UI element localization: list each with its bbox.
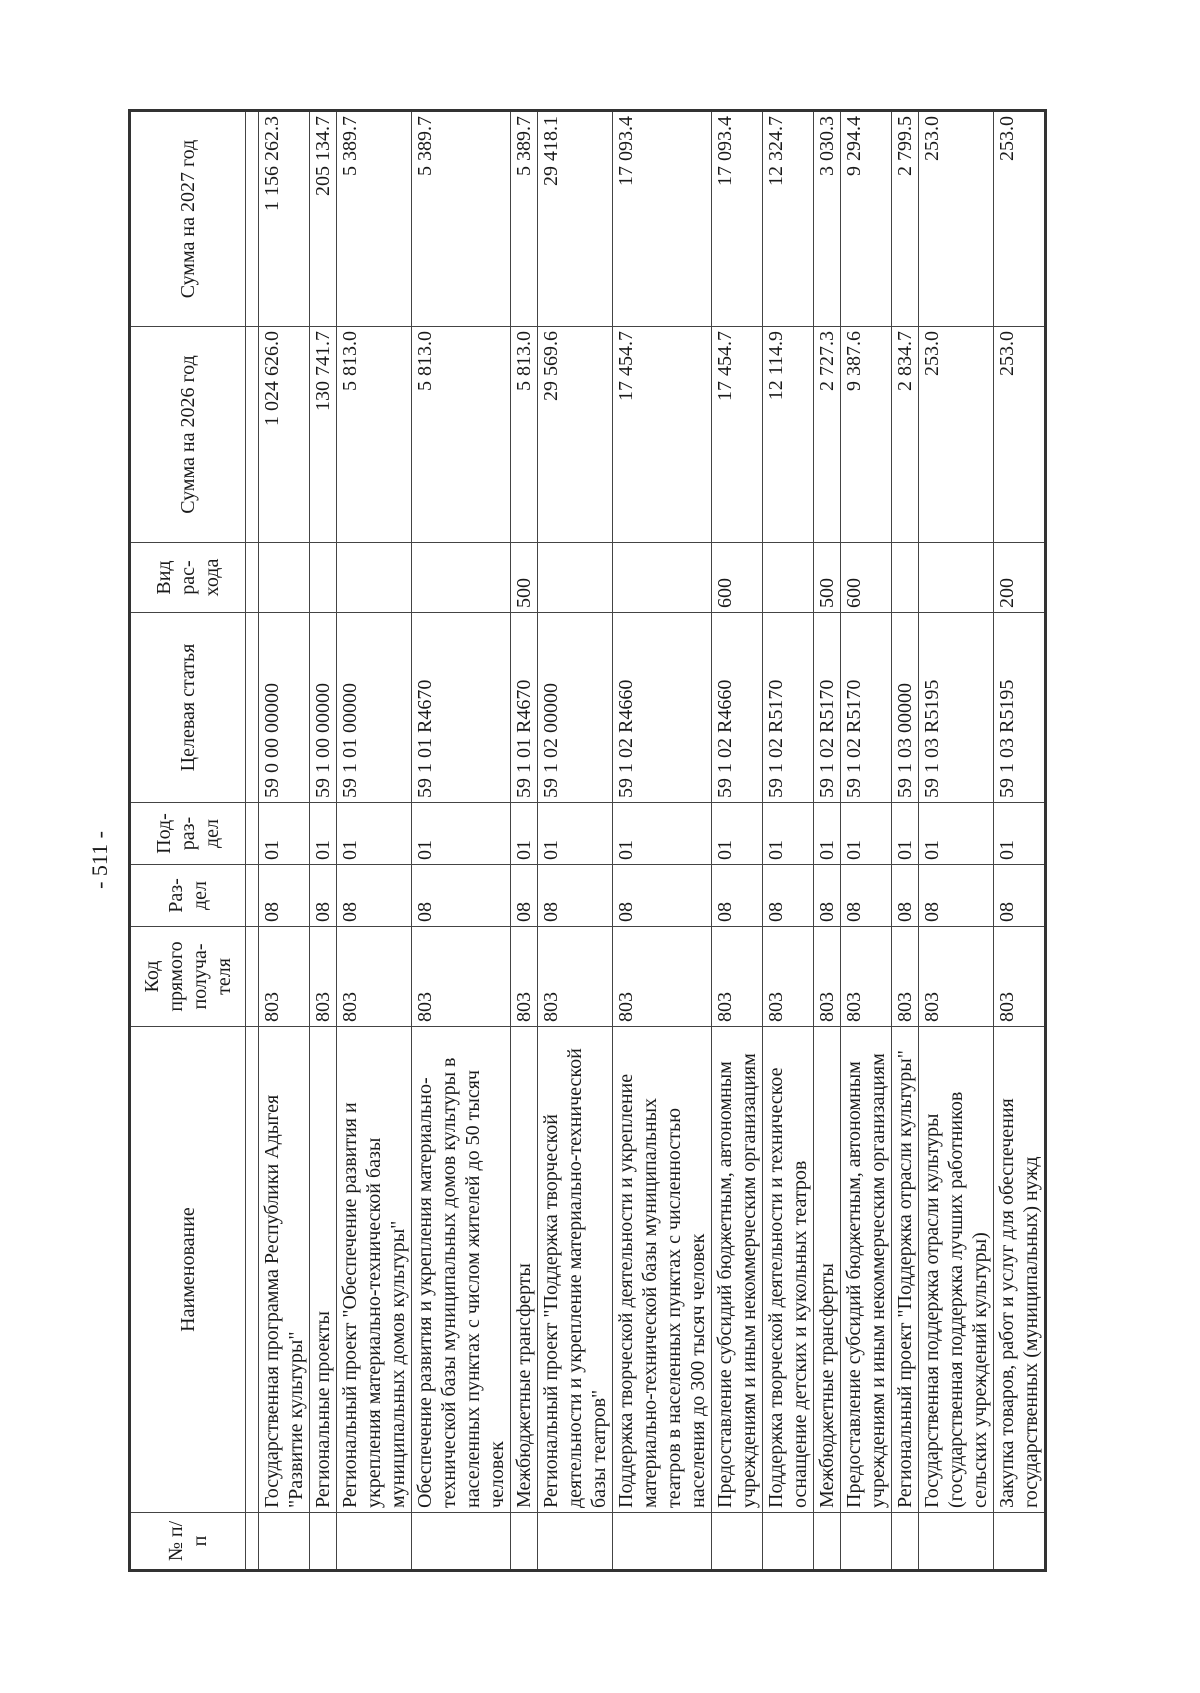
cell-subsection: 01 <box>712 803 763 865</box>
header-expense-type: Вид рас-хода <box>130 543 246 613</box>
cell-sum-2027: 5 389.7 <box>412 111 511 327</box>
table-spacer-row <box>246 111 259 1571</box>
cell-target: 59 0 00 00000 <box>259 613 310 803</box>
cell-expense-type <box>613 543 712 613</box>
cell-target: 59 1 01 R4670 <box>412 613 511 803</box>
cell-num <box>712 1513 763 1571</box>
cell-expense-type: 600 <box>841 543 892 613</box>
cell-recipient: 803 <box>919 927 994 1027</box>
cell-recipient: 803 <box>511 927 538 1027</box>
table-row <box>712 111 763 1571</box>
cell-sum-2026: 17 454.7 <box>712 327 763 543</box>
cell-recipient: 803 <box>310 927 337 1027</box>
table-row <box>259 111 310 1571</box>
cell-target: 59 1 01 00000 <box>337 613 412 803</box>
cell-num <box>613 1513 712 1571</box>
cell-num <box>814 1513 841 1571</box>
table-row <box>763 111 814 1571</box>
table-header-row <box>130 111 246 1571</box>
cell-recipient: 803 <box>613 927 712 1027</box>
cell-num <box>310 1513 337 1571</box>
cell-target: 59 1 02 R5170 <box>814 613 841 803</box>
table-row <box>613 111 712 1571</box>
cell-subsection: 01 <box>919 803 994 865</box>
cell-section: 08 <box>511 865 538 927</box>
cell-section: 08 <box>841 865 892 927</box>
cell-section: 08 <box>919 865 994 927</box>
cell-subsection: 01 <box>994 803 1046 865</box>
cell-name: Поддержка творческой деятельности и укрепление материально-технической базы муниципальных театров в населенных пунктах с численностью населения до 300 тысяч человек <box>613 1027 712 1513</box>
cell-expense-type: 500 <box>511 543 538 613</box>
cell-recipient: 803 <box>763 927 814 1027</box>
cell-sum-2026: 5 813.0 <box>337 327 412 543</box>
cell-sum-2027: 29 418.1 <box>538 111 613 327</box>
cell-num <box>763 1513 814 1571</box>
cell-expense-type <box>763 543 814 613</box>
table-row <box>994 111 1046 1571</box>
cell-recipient: 803 <box>841 927 892 1027</box>
cell-subsection: 01 <box>613 803 712 865</box>
cell-sum-2027: 17 093.4 <box>613 111 712 327</box>
cell-num <box>538 1513 613 1571</box>
cell-expense-type <box>892 543 919 613</box>
cell-subsection: 01 <box>337 803 412 865</box>
cell-sum-2026: 253.0 <box>994 327 1046 543</box>
cell-target: 59 1 02 R4660 <box>613 613 712 803</box>
cell-sum-2027: 205 134.7 <box>310 111 337 327</box>
cell-recipient: 803 <box>994 927 1046 1027</box>
cell-target: 59 1 03 R5195 <box>994 613 1046 803</box>
cell-expense-type: 200 <box>994 543 1046 613</box>
cell-name: Государственная поддержка отрасли культуры (государственная поддержка лучших работников сельских учреждений культуры) <box>919 1027 994 1513</box>
cell-name: Обеспечение развития и укрепления материально-технической базы муниципальных домов культуры в населенных пунктах с числом жителей до 50 тысяч человек <box>412 1027 511 1513</box>
cell-subsection: 01 <box>763 803 814 865</box>
cell-name: Региональный проект "Поддержка отрасли культуры" <box>892 1027 919 1513</box>
cell-sum-2026: 5 813.0 <box>511 327 538 543</box>
cell-expense-type <box>259 543 310 613</box>
cell-name: Предоставление субсидий бюджетным, автономным учреждениям и иным некоммерческим организациям <box>841 1027 892 1513</box>
cell-subsection: 01 <box>814 803 841 865</box>
cell-recipient: 803 <box>337 927 412 1027</box>
cell-target: 59 1 02 R5170 <box>763 613 814 803</box>
cell-subsection: 01 <box>412 803 511 865</box>
cell-sum-2027: 3 030.3 <box>814 111 841 327</box>
cell-section: 08 <box>412 865 511 927</box>
header-sum-2026: Сумма на 2026 год <box>130 327 246 543</box>
page-number <box>80 820 120 900</box>
cell-subsection: 01 <box>892 803 919 865</box>
cell-sum-2027: 2 799.5 <box>892 111 919 327</box>
header-name: Наименование <box>130 1027 246 1513</box>
cell-recipient: 803 <box>712 927 763 1027</box>
cell-target: 59 1 01 R4670 <box>511 613 538 803</box>
cell-sum-2027: 12 324.7 <box>763 111 814 327</box>
cell-recipient: 803 <box>892 927 919 1027</box>
cell-sum-2026: 253.0 <box>919 327 994 543</box>
cell-subsection: 01 <box>310 803 337 865</box>
cell-num <box>412 1513 511 1571</box>
cell-section: 08 <box>259 865 310 927</box>
cell-sum-2027: 1 156 262.3 <box>259 111 310 327</box>
cell-expense-type <box>538 543 613 613</box>
cell-sum-2027: 253.0 <box>919 111 994 327</box>
cell-expense-type <box>310 543 337 613</box>
page-number-text: - 511 - <box>87 831 112 889</box>
cell-sum-2027: 5 389.7 <box>511 111 538 327</box>
cell-sum-2026: 130 741.7 <box>310 327 337 543</box>
cell-subsection: 01 <box>538 803 613 865</box>
cell-name: Региональный проект "Обеспечение развития и укрепления материально-технической базы муниципальных домов культуры" <box>337 1027 412 1513</box>
cell-section: 08 <box>712 865 763 927</box>
table-row <box>511 111 538 1571</box>
cell-sum-2027: 253.0 <box>994 111 1046 327</box>
cell-sum-2026: 9 387.6 <box>841 327 892 543</box>
cell-name: Региональные проекты <box>310 1027 337 1513</box>
cell-sum-2027: 5 389.7 <box>337 111 412 327</box>
cell-recipient: 803 <box>259 927 310 1027</box>
cell-subsection: 01 <box>841 803 892 865</box>
cell-expense-type <box>337 543 412 613</box>
cell-name: Государственная программа Республики Адыгея "Развитие культуры" <box>259 1027 310 1513</box>
cell-section: 08 <box>892 865 919 927</box>
cell-subsection: 01 <box>259 803 310 865</box>
header-recipient: Код прямого получа-теля <box>130 927 246 1027</box>
cell-num <box>994 1513 1046 1571</box>
cell-num <box>841 1513 892 1571</box>
cell-subsection: 01 <box>511 803 538 865</box>
cell-name: Межбюджетные трансферты <box>814 1027 841 1513</box>
cell-sum-2027: 17 093.4 <box>712 111 763 327</box>
cell-section: 08 <box>538 865 613 927</box>
cell-sum-2026: 2 727.3 <box>814 327 841 543</box>
table-row <box>892 111 919 1571</box>
header-subsection: Под-раз-дел <box>130 803 246 865</box>
cell-name: Закупка товаров, работ и услуг для обеспечения государственных (муниципальных) нужд <box>994 1027 1046 1513</box>
cell-sum-2027: 9 294.4 <box>841 111 892 327</box>
cell-recipient: 803 <box>814 927 841 1027</box>
table-row <box>310 111 337 1571</box>
cell-name: Поддержка творческой деятельности и техническое оснащение детских и кукольных театров <box>763 1027 814 1513</box>
header-section: Раз-дел <box>130 865 246 927</box>
cell-recipient: 803 <box>538 927 613 1027</box>
cell-num <box>892 1513 919 1571</box>
header-num: № п/п <box>130 1513 246 1571</box>
cell-target: 59 1 02 R5170 <box>841 613 892 803</box>
header-sum-2027: Сумма на 2027 год <box>130 111 246 327</box>
cell-sum-2026: 5 813.0 <box>412 327 511 543</box>
cell-expense-type <box>919 543 994 613</box>
table-row <box>337 111 412 1571</box>
cell-target: 59 1 03 R5195 <box>919 613 994 803</box>
cell-sum-2026: 29 569.6 <box>538 327 613 543</box>
cell-num <box>259 1513 310 1571</box>
cell-target: 59 1 03 00000 <box>892 613 919 803</box>
cell-sum-2026: 17 454.7 <box>613 327 712 543</box>
cell-sum-2026: 2 834.7 <box>892 327 919 543</box>
table-row <box>841 111 892 1571</box>
budget-table-container <box>128 112 1170 1572</box>
cell-section: 08 <box>994 865 1046 927</box>
table-row <box>919 111 994 1571</box>
cell-num <box>511 1513 538 1571</box>
cell-target: 59 1 02 R4660 <box>712 613 763 803</box>
cell-expense-type: 600 <box>712 543 763 613</box>
cell-expense-type: 500 <box>814 543 841 613</box>
cell-section: 08 <box>310 865 337 927</box>
table-row <box>538 111 613 1571</box>
cell-section: 08 <box>337 865 412 927</box>
cell-num <box>919 1513 994 1571</box>
cell-target: 59 1 02 00000 <box>538 613 613 803</box>
budget-table <box>128 109 1047 1572</box>
cell-num <box>337 1513 412 1571</box>
cell-section: 08 <box>763 865 814 927</box>
cell-section: 08 <box>613 865 712 927</box>
cell-sum-2026: 1 024 626.0 <box>259 327 310 543</box>
table-row <box>814 111 841 1571</box>
cell-name: Региональный проект "Поддержка творческой деятельности и укрепление материально-технической базы театров" <box>538 1027 613 1513</box>
cell-sum-2026: 12 114.9 <box>763 327 814 543</box>
table-row <box>412 111 511 1571</box>
cell-target: 59 1 00 00000 <box>310 613 337 803</box>
cell-name: Межбюджетные трансферты <box>511 1027 538 1513</box>
header-target: Целевая статья <box>130 613 246 803</box>
cell-name: Предоставление субсидий бюджетным, автономным учреждениям и иным некоммерческим организациям <box>712 1027 763 1513</box>
cell-recipient: 803 <box>412 927 511 1027</box>
cell-expense-type <box>412 543 511 613</box>
cell-section: 08 <box>814 865 841 927</box>
